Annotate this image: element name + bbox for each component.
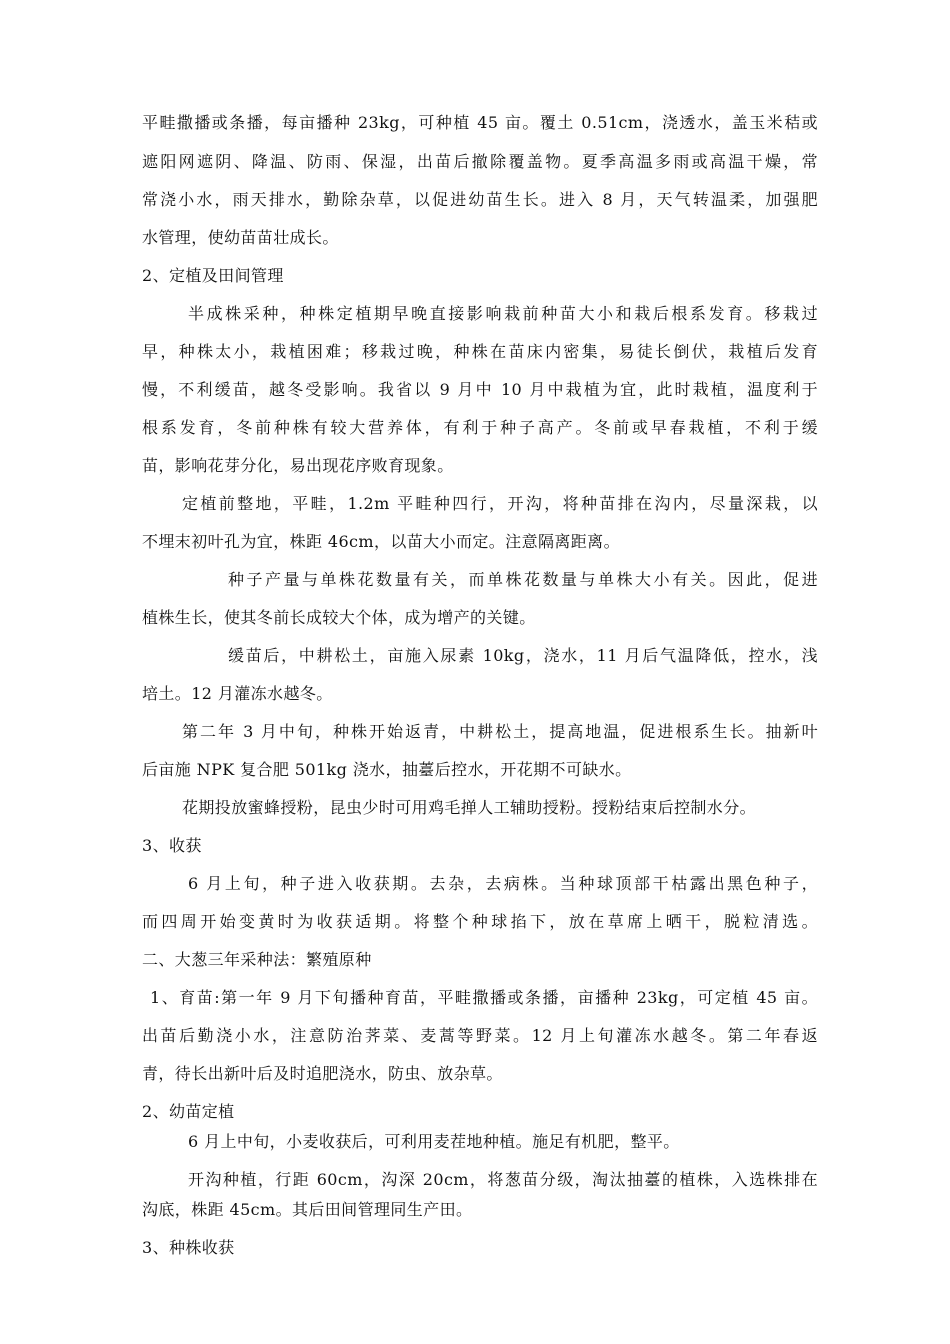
section-heading: 2、定植及田间管理 — [142, 266, 284, 285]
section-heading: 3、种株收获 — [142, 1238, 235, 1257]
text-line: 后亩施 NPK 复合肥 501kg 浇水，抽薹后控水，开花期不可缺水。 — [142, 760, 632, 779]
text-line: 常浇小水，雨天排水，勤除杂草，以促进幼苗生长。进入 8 月，天气转温柔，加强肥 — [142, 190, 818, 209]
text-line: 6 月上旬，种子进入收获期。去杂，去病株。当种球顶部干枯露出黑色种子， — [188, 874, 818, 893]
text-line: 1、育苗:第一年 9 月下旬播种育苗，平畦撒播或条播，亩播种 23kg，可定植 45 亩。 — [150, 988, 818, 1007]
section-heading: 二、大葱三年采种法：繁殖原种 — [142, 950, 372, 969]
text-line: 缓苗后，中耕松土，亩施入尿素 10kg，浇水，11 月后气温降低，控水，浅 — [228, 646, 818, 665]
text-line: 6 月上中旬，小麦收获后，可利用麦茬地种植。施足有机肥，整平。 — [188, 1132, 680, 1151]
text-line: 慢，不利缓苗，越冬受影响。我省以 9 月中 10 月中栽植为宜，此时栽植，温度利于 — [142, 380, 818, 399]
text-line: 种子产量与单株花数量有关，而单株花数量与单株大小有关。因此，促进 — [228, 570, 818, 589]
text-line: 水管理，使幼苗苗壮成长。 — [142, 228, 339, 247]
text-line: 培土。12 月灌冻水越冬。 — [142, 684, 333, 703]
text-line: 定植前整地，平畦，1.2m 平畦种四行，开沟，将种苗排在沟内，尽量深栽，以 — [182, 494, 818, 513]
section-heading: 3、收获 — [142, 836, 202, 855]
text-line: 沟底，株距 45cm。其后田间管理同生产田。 — [142, 1200, 473, 1219]
text-line: 植株生长，使其冬前长成较大个体，成为增产的关键。 — [142, 608, 536, 627]
text-line: 开沟种植，行距 60cm，沟深 20cm，将葱苗分级，淘汰抽薹的植株，入选株排在 — [188, 1170, 818, 1189]
text-line: 而四周开始变黄时为收获适期。将整个种球掐下，放在草席上晒干，脱粒清选。 — [142, 912, 818, 931]
text-line: 平畦撒播或条播，每亩播种 23kg，可种植 45 亩。覆土 0.51cm，浇透水，盖玉米秸或 — [142, 113, 818, 132]
text-line: 第二年 3 月中旬，种株开始返青，中耕松土，提高地温，促进根系生长。抽新叶 — [182, 722, 818, 741]
text-line: 出苗后勤浇小水，注意防治荠菜、麦蒿等野菜。12 月上旬灌冻水越冬。第二年春返 — [142, 1026, 818, 1045]
section-heading: 2、幼苗定植 — [142, 1102, 235, 1121]
text-line: 遮阳网遮阴、降温、防雨、保湿，出苗后撤除覆盖物。夏季高温多雨或高温干燥，常 — [142, 152, 818, 171]
text-line: 青，待长出新叶后及时追肥浇水，防虫、放杂草。 — [142, 1064, 503, 1083]
text-line: 不埋末初叶孔为宜，株距 46cm，以苗大小而定。注意隔离距离。 — [142, 532, 620, 551]
text-line: 早，种株太小，栽植困难；移栽过晚，种株在苗床内密集，易徒长倒伏，栽植后发育 — [142, 342, 818, 361]
text-line: 根系发育，冬前种株有较大营养体，有利于种子高产。冬前或早春栽植，不利于缓 — [142, 418, 818, 437]
text-line: 苗，影响花芽分化，易出现花序败育现象。 — [142, 456, 454, 475]
text-line: 花期投放蜜蜂授粉，昆虫少时可用鸡毛掸人工辅助授粉。授粉结束后控制水分。 — [182, 798, 757, 817]
text-line: 半成株采种，种株定植期早晚直接影响栽前种苗大小和栽后根系发育。移栽过 — [188, 304, 818, 323]
